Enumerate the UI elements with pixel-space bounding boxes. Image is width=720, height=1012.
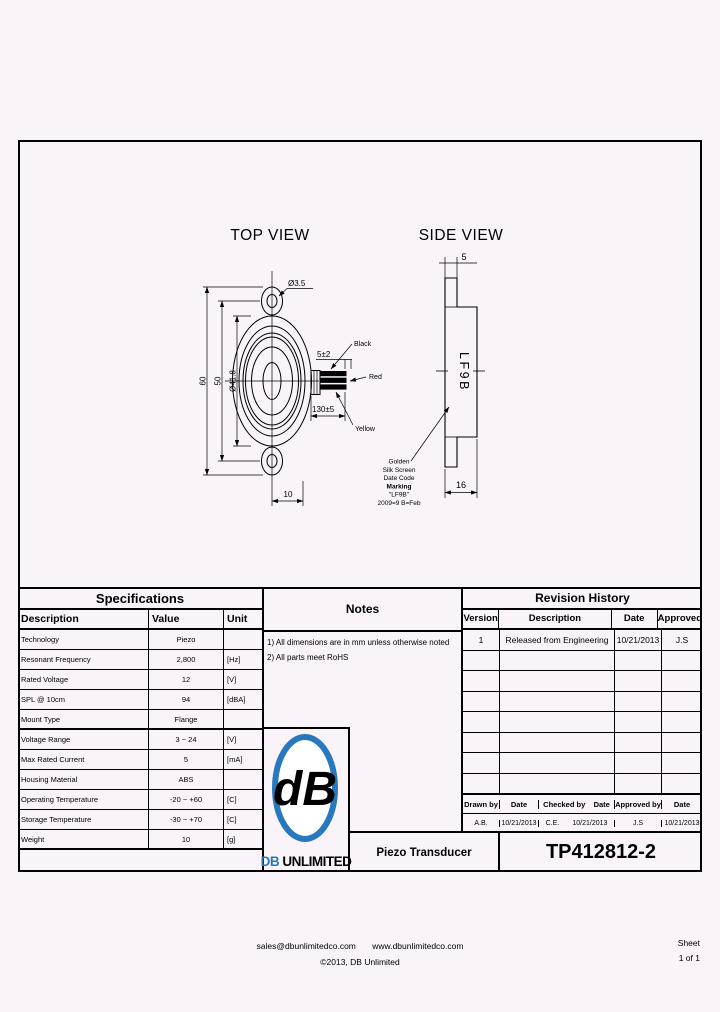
callout-line-2: Silk Screen (382, 466, 416, 474)
note-item: 1) All dimensions are in mm unless otherwise noted (267, 638, 450, 647)
side-view-geometry (411, 257, 485, 498)
body-marking: LF9B (457, 352, 471, 392)
footer-email[interactable]: sales@dbunlimitedco.com (256, 941, 356, 951)
dim-overall: 60 (198, 376, 208, 386)
revision-header-row: Version Description Date Approved (463, 610, 702, 630)
dim-body-diameter: Ø41.8 (228, 370, 238, 392)
spec-header-value: Value (149, 610, 224, 628)
callout-line-3: Date Code (383, 475, 415, 483)
product-name-cell: Piezo Transducer (350, 831, 500, 872)
revision-empty-rows (463, 651, 702, 795)
wire-black-label: Black (354, 341, 372, 348)
table-row: Voltage Range 3 ~ 24 [V] (18, 730, 262, 750)
callout-line-5: "LF9B" (388, 491, 410, 499)
signoff-header-row: Drawn by Date Checked by Date Approved by Date (463, 795, 702, 814)
dim-flange-thickness: 5 (461, 252, 467, 262)
revision-history-table (461, 587, 702, 831)
table-row: Rated Voltage 12 [V] (18, 670, 262, 690)
spec-header-unit: Unit (227, 613, 248, 625)
note-item: 2) All parts meet RoHS (267, 653, 349, 662)
top-view-title: TOP VIEW (230, 227, 310, 244)
table-row: Resonant Frequency 2,800 [Hz] (18, 650, 262, 670)
footer-website[interactable]: www.dbunlimitedco.com (372, 941, 464, 951)
svg-text:dB: dB (273, 763, 337, 816)
sheet-label: Sheet (677, 938, 700, 948)
technical-drawing (18, 140, 702, 587)
top-view-geometry (203, 271, 366, 506)
table-row: 1 Released from Engineering 10/21/2013 J.S (463, 630, 702, 651)
footer-contact (0, 941, 720, 951)
notes-box (264, 587, 461, 727)
callout-line-6: 2009=9 B=Feb (377, 500, 421, 507)
wire-red-label: Red (369, 374, 382, 381)
table-row: Max Rated Current 5 [mA] (18, 750, 262, 770)
specifications-table (18, 587, 264, 872)
callout-line-4: Marking (386, 483, 412, 491)
db-unlimited-logo-icon (264, 729, 346, 847)
footer-copyright: ©2013, DB Unlimited (320, 957, 400, 967)
table-row: Weight 10 [g] (18, 830, 262, 850)
sheet-value: 1 of 1 (678, 953, 700, 963)
notes-title: Notes (264, 589, 461, 632)
wire-yellow-label: Yellow (355, 426, 375, 433)
revision-history-title: Revision History (463, 589, 702, 610)
table-row: Housing Material ABS (18, 770, 262, 790)
side-view-title: SIDE VIEW (418, 227, 504, 244)
dim-offset: 10 (283, 490, 293, 499)
dim-depth: 16 (455, 480, 467, 490)
dim-wire-length: 130±5 (312, 405, 335, 414)
dim-wire-strip: 5±2 (317, 350, 331, 359)
table-row: Mount Type Flange (18, 710, 262, 730)
part-number-cell: TP412812-2 (500, 831, 702, 872)
dim-hole-diameter: Ø3.5 (288, 279, 306, 288)
signoff-values-row: A.B. 10/21/2013 C.E. 10/21/2013 J.S 10/21/2013 (463, 814, 702, 833)
table-row: SPL @ 10cm 94 [dBA] (18, 690, 262, 710)
spec-header-description: Description (18, 610, 149, 628)
table-row: Operating Temperature -20 ~ +60 [C] (18, 790, 262, 810)
specifications-title: Specifications (18, 589, 262, 610)
company-logo-box (260, 727, 352, 872)
table-row: Storage Temperature -30 ~ +70 [C] (18, 810, 262, 830)
company-wordmark: DB UNLIMITED (260, 854, 352, 869)
callout-line-1: Golden (388, 458, 410, 466)
table-row: Technology Piezo (18, 630, 262, 650)
dim-hole-spacing: 50 (213, 376, 223, 386)
specifications-header-row (18, 610, 262, 630)
